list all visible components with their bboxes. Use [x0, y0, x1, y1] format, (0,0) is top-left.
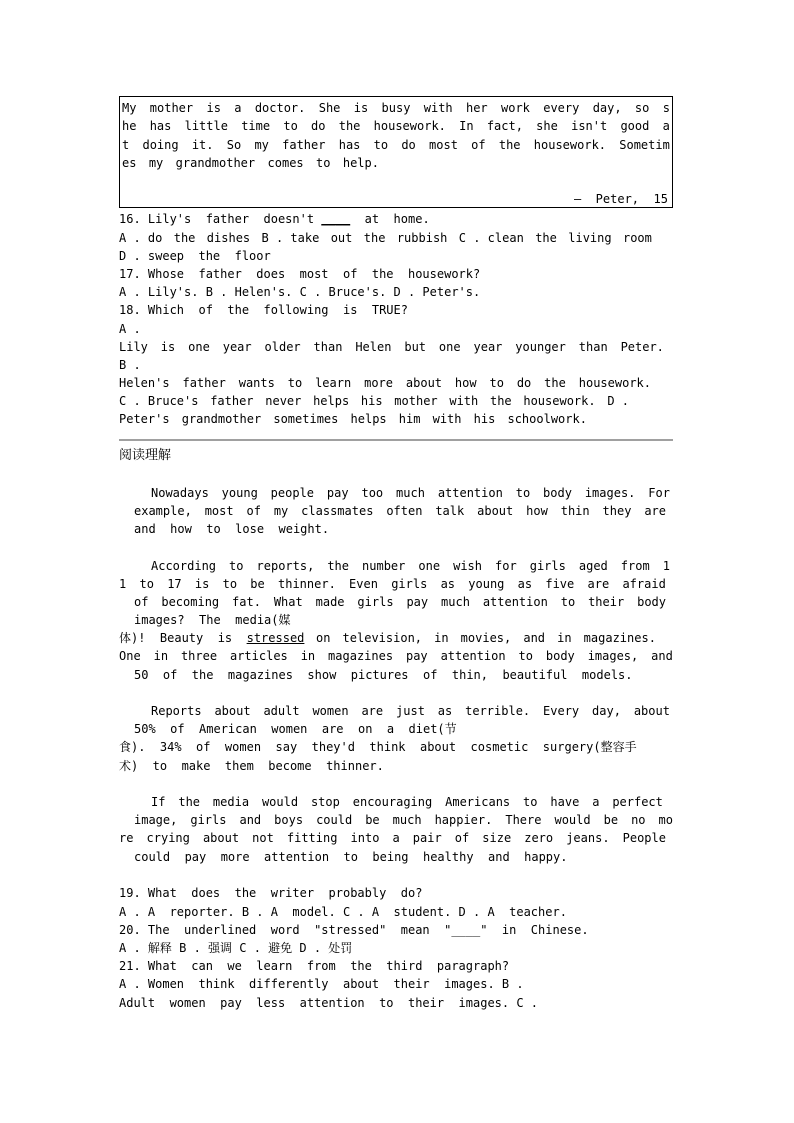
- word: girls: [357, 595, 394, 609]
- word: image,: [134, 813, 178, 827]
- word: would: [261, 795, 299, 809]
- question-16-options: [119, 229, 652, 247]
- word: little: [184, 119, 228, 133]
- word: helps: [350, 412, 387, 426]
- word: doing: [142, 138, 179, 152]
- question-16-option-d: D . sweep the floor: [119, 249, 271, 263]
- word: younger: [515, 340, 566, 354]
- word: of: [134, 595, 149, 609]
- word: day,: [592, 101, 622, 115]
- word: crying: [146, 831, 190, 845]
- word: his: [473, 412, 496, 426]
- word: Lily: [119, 340, 148, 354]
- word: A . do: [119, 231, 163, 245]
- word: never: [265, 394, 302, 408]
- word: magazines: [328, 649, 394, 663]
- question-17-options: A . Lily's. B . Helen's. C . Bruce's. D . Peter's.: [119, 285, 481, 299]
- word: happier.: [434, 813, 493, 827]
- word: stop: [310, 795, 340, 809]
- word: be: [250, 577, 265, 591]
- word: one: [438, 340, 461, 354]
- word: and: [239, 813, 262, 827]
- word: fitting: [286, 831, 338, 845]
- word: encouraging: [352, 795, 433, 809]
- word: rubbish: [396, 231, 448, 245]
- word: would: [554, 813, 591, 827]
- word: good: [620, 119, 650, 133]
- word: learn: [315, 376, 352, 390]
- word: Even: [349, 577, 378, 591]
- word: his: [360, 394, 383, 408]
- word: mother: [149, 101, 194, 115]
- word: 1: [119, 577, 127, 591]
- word: becoming: [161, 595, 220, 609]
- word: Helen: [355, 340, 392, 354]
- letter-line-4: [122, 154, 379, 172]
- word: attention: [482, 595, 548, 609]
- word: housework.: [373, 119, 446, 133]
- word: are: [644, 504, 666, 518]
- word: t: [122, 138, 130, 152]
- question-18-option-b: [119, 374, 651, 392]
- section-title: 阅读理解: [119, 448, 172, 463]
- word: to: [373, 138, 389, 152]
- word: often: [386, 504, 423, 518]
- word: There: [505, 813, 542, 827]
- letter-line-3: [122, 136, 670, 154]
- letter-line-2: [122, 117, 670, 135]
- word: about: [214, 704, 251, 718]
- letter-signature: — Peter, 15: [574, 192, 668, 206]
- word: C . Bruce's: [119, 394, 199, 408]
- word: housework.: [523, 394, 596, 408]
- word: on: [316, 631, 331, 645]
- word: doctor.: [254, 101, 306, 115]
- word: the: [363, 231, 386, 245]
- word: size: [482, 831, 512, 845]
- word: most: [429, 138, 458, 152]
- word: isn't: [571, 119, 608, 133]
- passage-p1-line-2: [134, 502, 666, 520]
- question-16: 16. Lily's father doesn't ____ at home.: [119, 212, 430, 226]
- passage-p3-line-4: 术) to make them become thinner.: [119, 759, 384, 773]
- passage-p2-line-7: 50 of the magazines show pictures of thin, beautiful models.: [134, 668, 633, 682]
- word: Helen's: [119, 376, 170, 390]
- question-18-option-a: [119, 338, 664, 356]
- word: body: [545, 649, 575, 663]
- word: is: [353, 101, 369, 115]
- question-19: 19. What does the writer probably do?: [119, 886, 423, 900]
- word: the: [489, 394, 512, 408]
- word: could: [316, 813, 353, 827]
- word: of: [471, 138, 486, 152]
- word: attention: [440, 649, 506, 663]
- word: has: [338, 138, 361, 152]
- question-18-label-a: A .: [119, 322, 141, 336]
- word: be: [603, 813, 619, 827]
- passage-p2-line-2: [119, 575, 666, 593]
- word: Peter's: [119, 412, 170, 426]
- word: Americans: [445, 795, 511, 809]
- word: women: [312, 704, 349, 718]
- word: year: [473, 340, 503, 354]
- word: much: [396, 486, 425, 500]
- word: father: [282, 138, 326, 152]
- word: is: [206, 101, 221, 115]
- word: have: [550, 795, 580, 809]
- question-21-option-a: A . Women think differently about their images. B .: [119, 977, 524, 991]
- word: her: [465, 101, 488, 115]
- word: the: [338, 119, 361, 133]
- word: Sometim: [619, 138, 670, 152]
- word: into: [350, 831, 380, 845]
- word: day,: [592, 704, 621, 718]
- word: my: [254, 138, 269, 152]
- passage-p2-line-4: images? The media(媒: [134, 613, 291, 627]
- word: are: [361, 704, 384, 718]
- word: the: [535, 231, 557, 245]
- word: for: [495, 559, 517, 573]
- word: made: [315, 595, 345, 609]
- word: the: [498, 138, 521, 152]
- word: housework.: [578, 376, 651, 390]
- word: young: [221, 486, 258, 500]
- word: father: [210, 394, 254, 408]
- word: my: [273, 504, 289, 518]
- word: than: [578, 340, 608, 354]
- word: girls: [529, 559, 566, 573]
- word: with: [449, 394, 479, 408]
- word: in: [300, 649, 316, 663]
- question-18-label-b: B .: [119, 358, 141, 372]
- word: number: [362, 559, 406, 573]
- word: D .: [607, 394, 629, 408]
- word: as: [517, 577, 533, 591]
- word: wants: [238, 376, 275, 390]
- question-17: 17. Whose father does most of the housework?: [119, 267, 481, 281]
- word: more: [364, 376, 393, 390]
- word: girls: [190, 813, 227, 827]
- passage-p3-line-1: [151, 702, 670, 720]
- word: to: [560, 595, 576, 609]
- word: 1: [662, 559, 670, 573]
- word: every: [543, 101, 580, 115]
- answer-blank: ____: [321, 212, 351, 226]
- passage-p2-line-3: [134, 593, 666, 611]
- word: schoolwork.: [507, 412, 587, 426]
- word: too: [361, 486, 384, 500]
- word: thinner.: [278, 577, 336, 591]
- word: time: [241, 119, 271, 133]
- question-18-option-d: [119, 410, 587, 428]
- word: with: [432, 412, 462, 426]
- passage-p4-line-2: [134, 811, 673, 829]
- word: young: [468, 577, 505, 591]
- word: to: [489, 376, 504, 390]
- word: how: [454, 376, 477, 390]
- word: living: [568, 231, 612, 245]
- word: much: [441, 595, 470, 609]
- word: do: [516, 376, 532, 390]
- word: no: [631, 813, 646, 827]
- word: the: [544, 376, 566, 390]
- word: but: [404, 340, 427, 354]
- word: much: [392, 813, 422, 827]
- question-20-options: A . 解释 B . 强调 C . 避免 D . 处罚: [119, 941, 353, 955]
- word: example,: [134, 504, 192, 518]
- word: people: [270, 486, 315, 500]
- word: about: [477, 504, 514, 518]
- word: Every: [543, 704, 580, 718]
- word: What: [273, 595, 303, 609]
- word: magazines.: [583, 631, 656, 645]
- word: C . clean: [458, 231, 524, 245]
- word: in: [434, 631, 449, 645]
- word: grandmother: [181, 412, 262, 426]
- word: my: [148, 156, 164, 170]
- word: to: [316, 156, 331, 170]
- word: help.: [342, 156, 379, 170]
- question-20: 20. The underlined word "stressed" mean "____" in Chinese.: [119, 923, 589, 937]
- word: he: [122, 119, 137, 133]
- word: body: [637, 595, 666, 609]
- word: to: [523, 795, 538, 809]
- word: one: [418, 559, 441, 573]
- word: about: [405, 376, 443, 390]
- word: jeans.: [566, 831, 610, 845]
- word: media: [212, 795, 250, 809]
- word: and: [523, 631, 546, 645]
- word: are: [587, 577, 610, 591]
- word: She: [318, 101, 341, 115]
- word: aged: [578, 559, 608, 573]
- word: the: [327, 559, 350, 573]
- word: their: [588, 595, 625, 609]
- word: housework.: [533, 138, 607, 152]
- word: to: [283, 119, 298, 133]
- word: es: [122, 156, 137, 170]
- word: of: [246, 504, 261, 518]
- word: mother: [394, 394, 438, 408]
- word: Nowadays: [151, 486, 209, 500]
- word: as: [437, 704, 453, 718]
- passage-p1-line-3: and how to lose weight.: [134, 522, 330, 536]
- word: most: [204, 504, 234, 518]
- word: she: [536, 119, 558, 133]
- word: than: [313, 340, 343, 354]
- word: articles: [229, 649, 288, 663]
- word: out: [330, 231, 353, 245]
- word: older: [264, 340, 301, 354]
- word: one: [188, 340, 210, 354]
- passage-p2-line-5b: [316, 629, 656, 647]
- word: My: [122, 101, 137, 115]
- passage-p4-line-3: [119, 829, 666, 847]
- word: and: [651, 649, 673, 663]
- word: reports,: [256, 559, 315, 573]
- word: of: [454, 831, 470, 845]
- word: People: [622, 831, 666, 845]
- word: boys: [274, 813, 304, 827]
- word: So: [226, 138, 242, 152]
- passage-p2-line-1: [151, 557, 670, 575]
- word: wish: [453, 559, 483, 573]
- word: is: [160, 340, 176, 354]
- word: to: [229, 559, 244, 573]
- word: a: [592, 795, 600, 809]
- word: thin: [560, 504, 590, 518]
- word: One: [119, 649, 141, 663]
- word: body: [543, 486, 572, 500]
- word: how: [526, 504, 548, 518]
- word: adult: [263, 704, 300, 718]
- question-19-options: A . A reporter. B . A model. C . A student. D . A teacher.: [119, 905, 567, 919]
- passage-p3-line-3: 食). 34% of women say they'd think about cosmetic surgery(整容手: [119, 740, 637, 754]
- word: In: [459, 119, 474, 133]
- word: five: [545, 577, 575, 591]
- word: him: [398, 412, 421, 426]
- word: busy: [381, 101, 411, 115]
- word: images,: [587, 649, 639, 663]
- word: afraid: [622, 577, 666, 591]
- word: perfect: [612, 795, 663, 809]
- word: pay: [405, 649, 428, 663]
- word: comes: [267, 156, 304, 170]
- word: fact,: [486, 119, 523, 133]
- word: According: [151, 559, 217, 573]
- word: be: [365, 813, 380, 827]
- word: pair: [412, 831, 442, 845]
- word: with: [423, 101, 453, 115]
- passage-p2-line-5a: 体)! Beauty is stressed: [119, 631, 305, 645]
- word: B . take: [261, 231, 320, 245]
- word: zero: [524, 831, 554, 845]
- word: pay: [326, 486, 349, 500]
- word: attention: [437, 486, 503, 500]
- question-18: 18. Which of the following is TRUE?: [119, 303, 408, 317]
- question-21-option-b: Adult women pay less attention to their images. C .: [119, 996, 539, 1010]
- word: sometimes: [273, 412, 339, 426]
- word: the: [178, 795, 201, 809]
- word: is: [194, 577, 210, 591]
- word: classmates: [301, 504, 374, 518]
- word: re: [119, 831, 134, 845]
- word: to: [515, 486, 531, 500]
- word: fat.: [232, 595, 261, 609]
- passage-p3-line-2: 50% of American women are on a diet(节: [134, 722, 457, 736]
- word: has: [149, 119, 172, 133]
- word: about: [202, 831, 240, 845]
- word: television,: [342, 631, 423, 645]
- word: room: [622, 231, 652, 245]
- word: a: [234, 101, 242, 115]
- word: from: [620, 559, 650, 573]
- word: to: [287, 376, 303, 390]
- word: grandmother: [175, 156, 256, 170]
- word: a: [662, 119, 670, 133]
- word: in: [557, 631, 572, 645]
- word: just: [396, 704, 425, 718]
- word: they: [602, 504, 632, 518]
- word: to: [518, 649, 533, 663]
- word: do: [401, 138, 416, 152]
- word: talk: [435, 504, 465, 518]
- passage-p4-line-4: could pay more attention to being healthy and happy.: [134, 850, 568, 864]
- word: If: [151, 795, 166, 809]
- letter-line-1: [122, 99, 670, 117]
- word: about: [633, 704, 670, 718]
- word: s: [662, 101, 670, 115]
- word: do: [311, 119, 326, 133]
- word: the: [173, 231, 196, 245]
- word: movies,: [460, 631, 512, 645]
- word: Reports: [151, 704, 202, 718]
- passage-p2-line-6: [119, 647, 673, 665]
- word: so: [634, 101, 650, 115]
- word: helps: [313, 394, 350, 408]
- word: three: [180, 649, 218, 663]
- question-18-option-c: [119, 392, 629, 410]
- word: terrible.: [465, 704, 531, 718]
- word: to: [139, 577, 154, 591]
- word: not: [252, 831, 274, 845]
- word: father: [182, 376, 226, 390]
- word: work: [501, 101, 530, 115]
- underlined-word: stressed: [246, 631, 305, 645]
- word: images.: [584, 486, 636, 500]
- word: it.: [191, 138, 214, 152]
- word: a: [392, 831, 400, 845]
- word: year: [222, 340, 252, 354]
- word: For: [648, 486, 670, 500]
- word: dishes: [206, 231, 251, 245]
- section-divider: [119, 439, 673, 441]
- word: to: [222, 577, 238, 591]
- passage-p1-line-1: [151, 484, 670, 502]
- question-21: 21. What can we learn from the third paragraph?: [119, 959, 510, 973]
- word: mo: [658, 813, 673, 827]
- word: in: [153, 649, 169, 663]
- word: as: [440, 577, 456, 591]
- word: pay: [406, 595, 429, 609]
- word: 17: [167, 577, 182, 591]
- passage-p4-line-1: [151, 793, 663, 811]
- word: girls: [391, 577, 428, 591]
- word: Peter.: [620, 340, 664, 354]
